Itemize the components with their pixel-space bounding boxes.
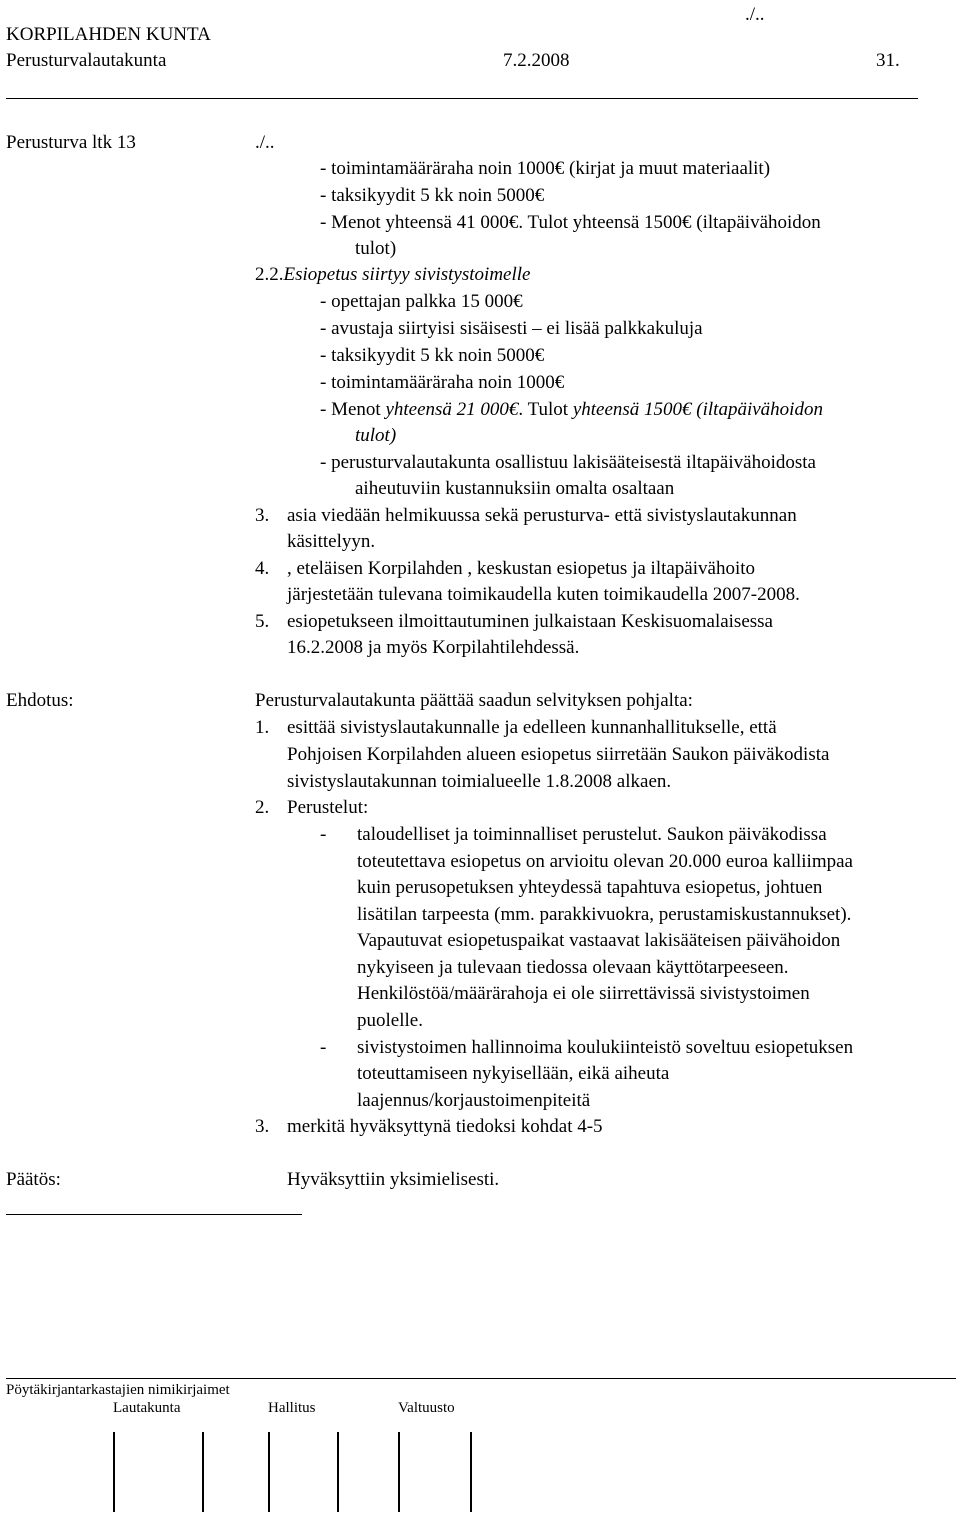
paatos-text: Hyväksyttiin yksimielisesti.: [287, 1169, 500, 1190]
item-number: 5.: [255, 611, 270, 632]
perustelut-line: kuin perusopetuksen yhteydessä tapahtuva esiopetus, johtuen: [357, 877, 823, 898]
list-item: - toimintamääräraha noin 1000€: [320, 372, 565, 393]
tulot-label: . Tulot: [518, 399, 573, 420]
menot-line: [320, 399, 823, 421]
paatos-label: Päätös:: [6, 1169, 61, 1190]
list-item-continuation: aiheutuviin kustannuksiin omalta osaltaan: [355, 478, 675, 499]
meeting-date: 7.2.2008: [503, 50, 570, 71]
numbered-item-line: asia viedään helmikuussa sekä perusturva- että sivistyslautakunnan: [287, 505, 797, 526]
perustelut-line: laajennus/korjaustoimenpiteitä: [357, 1090, 591, 1111]
list-item: - avustaja siirtyisi sisäisesti – ei lisää palkkakuluja: [320, 318, 703, 339]
perustelut-line: Henkilöstöä/määrärahoja ei ole siirrettävissä sivistystoimen: [357, 983, 810, 1004]
footer-rule: [6, 1378, 956, 1379]
section-continuation-mark: ./..: [255, 132, 275, 153]
perustelut-line: Vapautuvat esiopetuspaikat vastaavat lakisääteisen päivähoidon: [357, 930, 841, 951]
footer-title: Pöytäkirjantarkastajien nimikirjaimet: [6, 1382, 230, 1398]
list-item: - Menot yhteensä 41 000€. Tulot yhteensä 1500€ (iltapäivähoidon: [320, 212, 821, 233]
section-end-rule: [6, 1214, 302, 1215]
numbered-item-line: , eteläisen Korpilahden , keskustan esiopetus ja iltapäivähoito: [287, 558, 756, 579]
bullet-dash: -: [320, 1037, 327, 1058]
menot-label: - Menot: [320, 399, 386, 420]
numbered-item-line: järjestetään tulevana toimikaudella kuten toimikaudella 2007-2008.: [287, 584, 800, 605]
bullet-dash: -: [320, 824, 327, 845]
footer-column-lautakunta: Lautakunta: [113, 1400, 181, 1416]
page-number: 31.: [876, 50, 900, 71]
esiopetus-heading: [255, 264, 530, 286]
signature-box-divider: [470, 1432, 472, 1512]
item-number: 3.: [255, 505, 270, 526]
item-number: 1.: [255, 717, 270, 738]
perustelut-line: lisätilan tarpeesta (mm. parakkivuokra, perustamiskustannukset).: [357, 904, 852, 925]
perustelut-line: nykyiseen ja tulevaan tiedossa olevaan käyttötarpeeseen.: [357, 957, 789, 978]
signature-box-divider: [268, 1432, 270, 1512]
signature-box-divider: [398, 1432, 400, 1512]
item-number: 2.: [255, 797, 270, 818]
perustelut-line: puolelle.: [357, 1010, 423, 1031]
ehdotus-label: Ehdotus:: [6, 690, 74, 711]
signature-box-divider: [202, 1432, 204, 1512]
signature-box-divider: [337, 1432, 339, 1512]
footer-column-hallitus: Hallitus: [268, 1400, 316, 1416]
header-rule: [6, 98, 918, 99]
perustelut-line: sivistystoimen hallinnoima koulukiinteistö soveltuu esiopetuksen: [357, 1037, 854, 1058]
list-item: - taksikyydit 5 kk noin 5000€: [320, 345, 545, 366]
proposal-line: esittää sivistyslautakunnalle ja edelleen kunnanhallitukselle, että: [287, 717, 777, 738]
perustelut-title: Perustelut:: [287, 797, 369, 818]
numbered-item-line: 16.2.2008 ja myös Korpilahtilehdessä.: [287, 637, 580, 658]
proposal-line: merkitä hyväksyttynä tiedoksi kohdat 4-5: [287, 1116, 603, 1137]
numbered-item-line: esiopetukseen ilmoittautuminen julkaistaan Keskisuomalaisessa: [287, 611, 773, 632]
header-continuation-mark: ./..: [745, 4, 765, 25]
list-item: - taksikyydit 5 kk noin 5000€: [320, 185, 545, 206]
item-number: 3.: [255, 1116, 270, 1137]
numbered-item-line: käsittelyyn.: [287, 531, 376, 552]
tulot-value: yhteensä 1500€ (iltapäivähoidon: [572, 399, 823, 420]
list-item: - perusturvalautakunta osallistuu lakisääteisestä iltapäivähoidosta: [320, 452, 816, 473]
esiopetus-title: Esiopetus siirtyy sivistystoimelle: [283, 264, 531, 285]
municipality-name: KORPILAHDEN KUNTA: [6, 24, 211, 45]
perustelut-line: toteutettava esiopetus on arvioitu olevan 20.000 euroa kalliimpaa: [357, 851, 853, 872]
signature-box-divider: [113, 1432, 115, 1512]
ehdotus-intro: Perusturvalautakunta päättää saadun selvityksen pohjalta:: [255, 690, 693, 711]
board-name: Perusturvalautakunta: [6, 50, 167, 71]
list-item-continuation: tulot): [355, 238, 397, 259]
esiopetus-number: 2.2.: [255, 264, 284, 285]
item-number: 4.: [255, 558, 270, 579]
perustelut-line: toteuttamiseen nykyisellään, eikä aiheuta: [357, 1063, 670, 1084]
menot-value: yhteensä 21 000€: [385, 399, 519, 420]
list-item: - toimintamääräraha noin 1000€ (kirjat ja muut materiaalit): [320, 158, 771, 179]
list-item: - opettajan palkka 15 000€: [320, 291, 523, 312]
section-label: Perusturva ltk 13: [6, 132, 136, 153]
proposal-line: sivistyslautakunnan toimialueelle 1.8.2008 alkaen.: [287, 771, 672, 792]
menot-line-continuation: tulot): [355, 425, 397, 446]
footer-column-valtuusto: Valtuusto: [398, 1400, 455, 1416]
proposal-line: Pohjoisen Korpilahden alueen esiopetus siirretään Saukon päiväkodista: [287, 744, 830, 765]
perustelut-line: taloudelliset ja toiminnalliset perustelut. Saukon päiväkodissa: [357, 824, 827, 845]
